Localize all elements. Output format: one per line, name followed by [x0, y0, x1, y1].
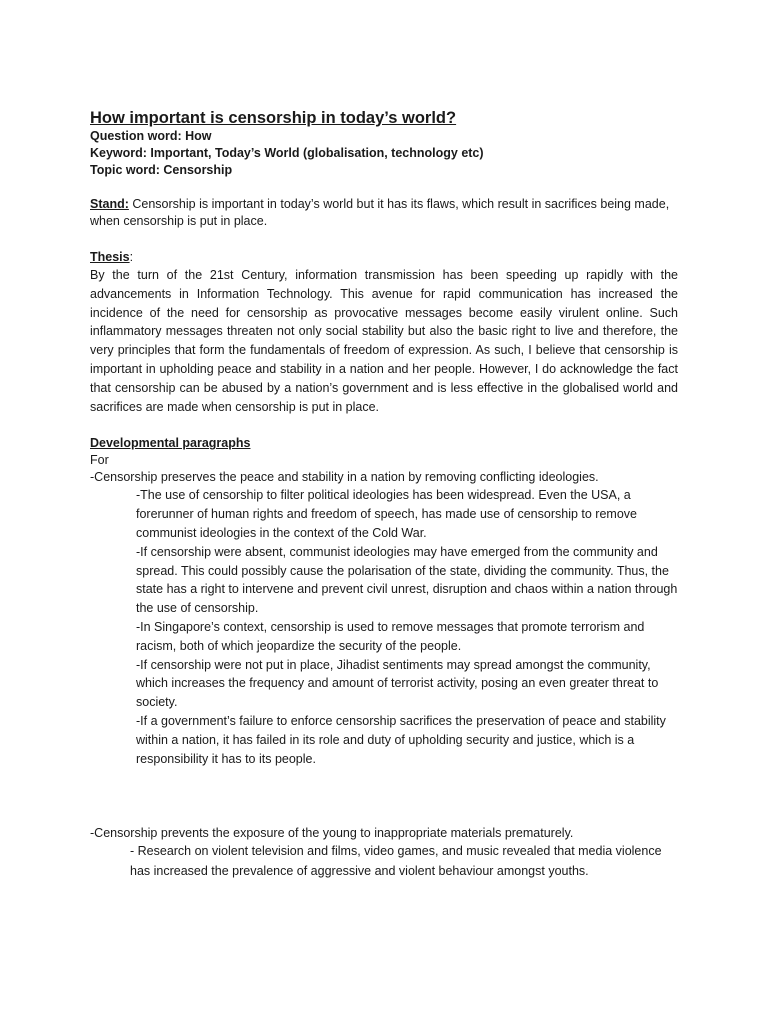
paragraph-1-points [90, 486, 678, 768]
keyword-line: Keyword: Important, Today’s World (globalisation, technology etc) [90, 146, 484, 160]
paragraph-1-point-1: -The use of censorship to filter political ideologies has been widespread. Even the USA, a forerunner of human rights and freedom of speech, has made use of censorship to remove communist ideologies in the context of the Cold War. [136, 488, 637, 540]
paragraph-2-point-1: - Research on violent television and films, video games, and music revealed that media violence has increased the prevalence of aggressive and violent behaviour amongst youths. [130, 844, 662, 878]
paragraph-2-points [90, 842, 678, 881]
document-title: How important is censorship in today’s world? [90, 109, 457, 127]
stand-label: Stand: [90, 197, 129, 211]
stand-section [90, 196, 678, 230]
document-page [90, 108, 678, 881]
developmental-section [90, 435, 678, 881]
paragraph-1-point-4: -If censorship were not put in place, Jihadist sentiments may spread amongst the community, which increases the frequency and amount of terrorist activity, posing an even greater threat to society. [136, 657, 659, 710]
thesis-heading [90, 249, 678, 266]
paragraph-1-head: -Censorship preserves the peace and stability in a nation by removing conflicting ideologies. [90, 470, 599, 485]
paragraph-1-point-3: -In Singapore’s context, censorship is used to remove messages that promote terrorism and racism, both of which jeopardize the security of the people. [136, 619, 645, 653]
stand-text: Censorship is important in today’s world but it has its flaws, which result in sacrifices being made, when censorship is put in place. [90, 197, 670, 228]
paragraph-2-head: -Censorship prevents the exposure of the young to inappropriate materials prematurely. [90, 826, 574, 841]
topic-word-line: Topic word: Censorship [90, 163, 233, 177]
paragraph-1-point-2: -If censorship were absent, communist ideologies may have emerged from the community and spread. This could possibly cause the polarisation of the state, dividing the community. Thus, the state has a right to intervene and prevent civil unrest, disruption and chaos within a nation through the use of censorship. [136, 544, 678, 616]
question-word-line: Question word: How [90, 129, 212, 143]
thesis-section [90, 249, 678, 416]
paragraph-spacer [90, 768, 678, 825]
developmental-heading: Developmental paragraphs [90, 436, 251, 451]
thesis-colon: : [129, 250, 134, 264]
thesis-text: By the turn of the 21st Century, information transmission has been speeding up rapidly with the advancements in Information Technology. This avenue for rapid communication has increased the incidence of the need for censorship as provocative messages become easily virulent online. Such inflammatory messages threaten not only social stability but also the basic right to live and therefore, the very principles that form the fundamentals of freedom of expression. As such, I believe that censorship is important in upholding peace and stability in a nation and her people. However, I do acknowledge the fact that censorship can be abused by a nation’s government and is less effective in the globalised world and sacrifices are made when censorship is put in place. [90, 268, 678, 414]
paragraph-1-point-5: -If a government’s failure to enforce censorship sacrifices the preservation of peace and stability within a nation, it has failed in its role and duty of upholding security and justice, which is a responsibility it has to its people. [136, 713, 666, 766]
thesis-label: Thesis [90, 250, 130, 264]
side-label: For [90, 453, 109, 468]
